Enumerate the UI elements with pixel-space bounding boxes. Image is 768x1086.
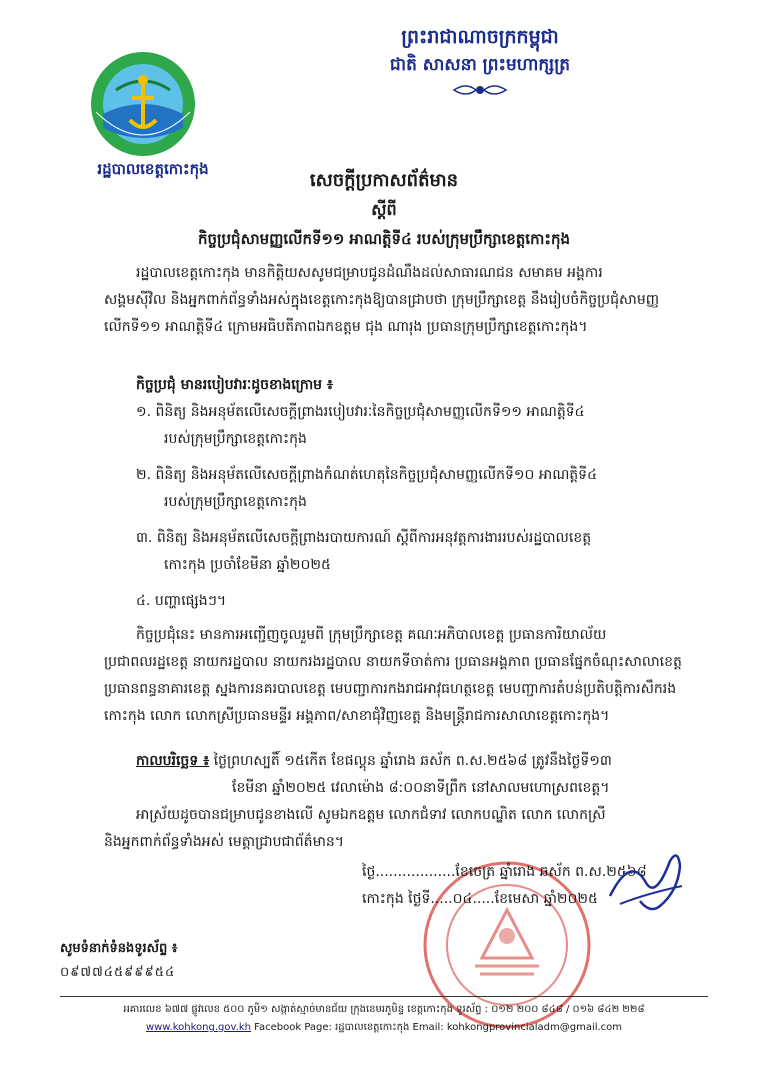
agenda-item-number: ៣.	[136, 530, 153, 546]
agenda-item-number: ២.	[136, 467, 152, 483]
invitees-rest: ប្រជាពលរដ្ឋខេត្ត នាយករដ្ឋបាល នាយករងរដ្ឋបាល នាយកទីចាត់ការ ប្រធានអង្គភាព ប្រធានផ្នែកចំណុះសាលាខេត្ត ប្រធានពន្ធនាគារខេត្ត ស្នងការនគរបាលខេត្ត មេបញ្ជាការកងរាជអាវុធហត្ថខេត្ត មេបញ្ជាការតំបន់ប្រតិបត្តិការសឹករងកោះកុង លោក លោកស្រីប្រធានមន្ទីរ អង្គភាព/សាខាជុំវិញខេត្ត និងមន្ត្រីរាជការសាលាខេត្តកោះកុង។	[104, 654, 682, 724]
agenda-item-number: ១.	[136, 404, 152, 420]
agenda-item-continuation: របស់ក្រុមប្រឹក្សាខេត្តកោះកុង	[164, 431, 307, 447]
title-line-1: សេចក្តីប្រកាសព័ត៌មាន	[309, 170, 459, 191]
facebook-page[interactable]: រដ្ឋបាលខេត្តកោះកុង	[335, 1022, 410, 1033]
website-link[interactable]: www.kohkong.gov.kh	[145, 1022, 251, 1033]
schedule-block	[136, 748, 696, 802]
footer-divider	[60, 996, 708, 997]
agenda-heading: កិច្ចប្រជុំ មានរបៀបវារៈដូចខាងក្រោម ៖	[136, 377, 334, 393]
agenda-item-text: ពិនិត្យ និងអនុម័តលើសេចក្តីព្រាងរបាយការណ៍ ស្តីពីការអនុវត្តការងាររបស់រដ្ឋបាលខេត្ត	[156, 530, 592, 546]
contact-label: សូមទំនាក់ទំនងទូរស័ព្ទ ៖	[60, 941, 178, 956]
agenda-item	[136, 399, 696, 453]
signature	[600, 846, 690, 916]
national-motto: ជាតិ សាសនា ព្រះមហាក្សត្រ	[389, 55, 571, 75]
email-label: Email:	[412, 1022, 444, 1033]
kingdom-name: ព្រះរាជាណាចក្រកម្ពុជា	[401, 26, 559, 48]
lunar-date: ថ្ងៃ..................ខែចេត្រ ឆ្នាំរោង ឆស័ក ព.ស.២៥៦៨	[362, 864, 647, 880]
intro-rest: សង្គមស៊ីវិល និងអ្នកពាក់ព័ន្ធទាំងអស់ក្នុងខេត្តកោះកុងឱ្យបានជ្រាបថា ក្រុមប្រឹក្សាខេត្ត នឹងរៀបចំកិច្ចប្រជុំសាមញ្ញលើកទី១១ អាណត្តិទី៤ ក្រោមអធិបតីភាពឯកឧត្តម ជុង ណារុង ប្រធានក្រុមប្រឹក្សាខេត្តកោះកុង។	[104, 292, 660, 335]
announcement-title	[70, 166, 698, 254]
solar-date: កោះកុង ថ្ងៃទី.....០៤.....ខែមេសា ឆ្នាំ២០២៥	[362, 891, 598, 907]
facebook-label: Facebook Page:	[254, 1022, 332, 1033]
title-line-2: ស្តីពី	[371, 200, 397, 219]
ornament-icon	[450, 80, 510, 100]
schedule-label: កាលបរិច្ឆេទ ៖	[136, 753, 210, 769]
agenda-item	[136, 588, 696, 615]
agenda-item	[136, 462, 696, 516]
footer-links	[60, 1020, 708, 1035]
intro-first-line: រដ្ឋបាលខេត្តកោះកុង មានកិត្តិយសសូមជម្រាបជូនដំណឹងដល់សាធារណជន សមាគម អង្គការ	[136, 265, 603, 281]
closing-second-line: និងអ្នកពាក់ព័ន្ធទាំងអស់ មេត្តាជ្រាបជាព័ត៌មាន។	[104, 834, 345, 850]
kingdom-header	[300, 22, 660, 78]
email-link[interactable]: kohkongprovincialadm@gmail.com	[446, 1022, 623, 1033]
admin-name: រដ្ឋបាលខេត្តកោះកុង	[97, 160, 209, 178]
agenda-item-text: ពិនិត្យ និងអនុម័តលើសេចក្តីព្រាងរបៀបវារៈនៃកិច្ចប្រជុំសាមញ្ញលើកទី១១ អាណត្តិទី៤	[155, 404, 585, 420]
agenda-item-number: ៤.	[136, 593, 151, 609]
agenda-item-continuation: កោះកុង ប្រចាំខែមីនា ឆ្នាំ២០២៥	[164, 557, 331, 573]
footer-address: អគារលេខ ៦៧៧ ផ្លូវលេខ ៥០០ ភូមិ១ សង្កាត់ស្មាច់មានជ័យ ក្រុងខេមរភូមិន្ទ ខេត្តកោះកុង ទូរស័ព្ទ : ០១២ ២០០ ៨៤៨ / ០១៦ ៨៤២ ២២៨	[123, 1004, 645, 1015]
closing-first-line: អាស្រ័យដូចបានជម្រាបជូនខាងលើ សូមឯកឧត្តម លោកជំទាវ លោកបណ្ឌិត លោក លោកស្រី	[136, 807, 606, 823]
contact-phone: ០៩៧៧៤៥៩៩៩៥៤	[60, 965, 176, 980]
invitees-first-line: កិច្ចប្រជុំនេះ មានការអញ្ជើញចូលរួមពី ក្រុមប្រឹក្សាខេត្ត គណៈអភិបាលខេត្ត ប្រធានការិយាល័យ	[136, 627, 607, 643]
schedule-line-1: ថ្ងៃព្រហស្បតិ៍ ១៥កើត ខែផល្គុន ឆ្នាំរោង ឆស័ក ព.ស.២៥៦៨ ត្រូវនឹងថ្ងៃទី១៣	[213, 753, 612, 769]
agenda-item-continuation: របស់ក្រុមប្រឹក្សាខេត្តកោះកុង	[164, 494, 307, 510]
agenda-item-text: បញ្ហាផ្សេងៗ។	[154, 593, 227, 609]
agenda-item	[136, 525, 696, 579]
schedule-line-2: ខែមីនា ឆ្នាំ២០២៥ វេលាម៉ោង ៨:០០នាទីព្រឹក នៅសាលមហោស្រពខេត្ត។	[232, 780, 610, 796]
province-logo	[88, 50, 198, 162]
title-line-3: កិច្ចប្រជុំសាមញ្ញលើកទី១១ អាណត្តិទី៤ របស់ក្រុមប្រឹក្សាខេត្តកោះកុង	[198, 230, 570, 248]
agenda-item-text: ពិនិត្យ និងអនុម័តលើសេចក្តីព្រាងកំណត់ហេតុនៃកិច្ចប្រជុំសាមញ្ញលើកទី១០ អាណត្តិទី៤	[155, 467, 597, 483]
